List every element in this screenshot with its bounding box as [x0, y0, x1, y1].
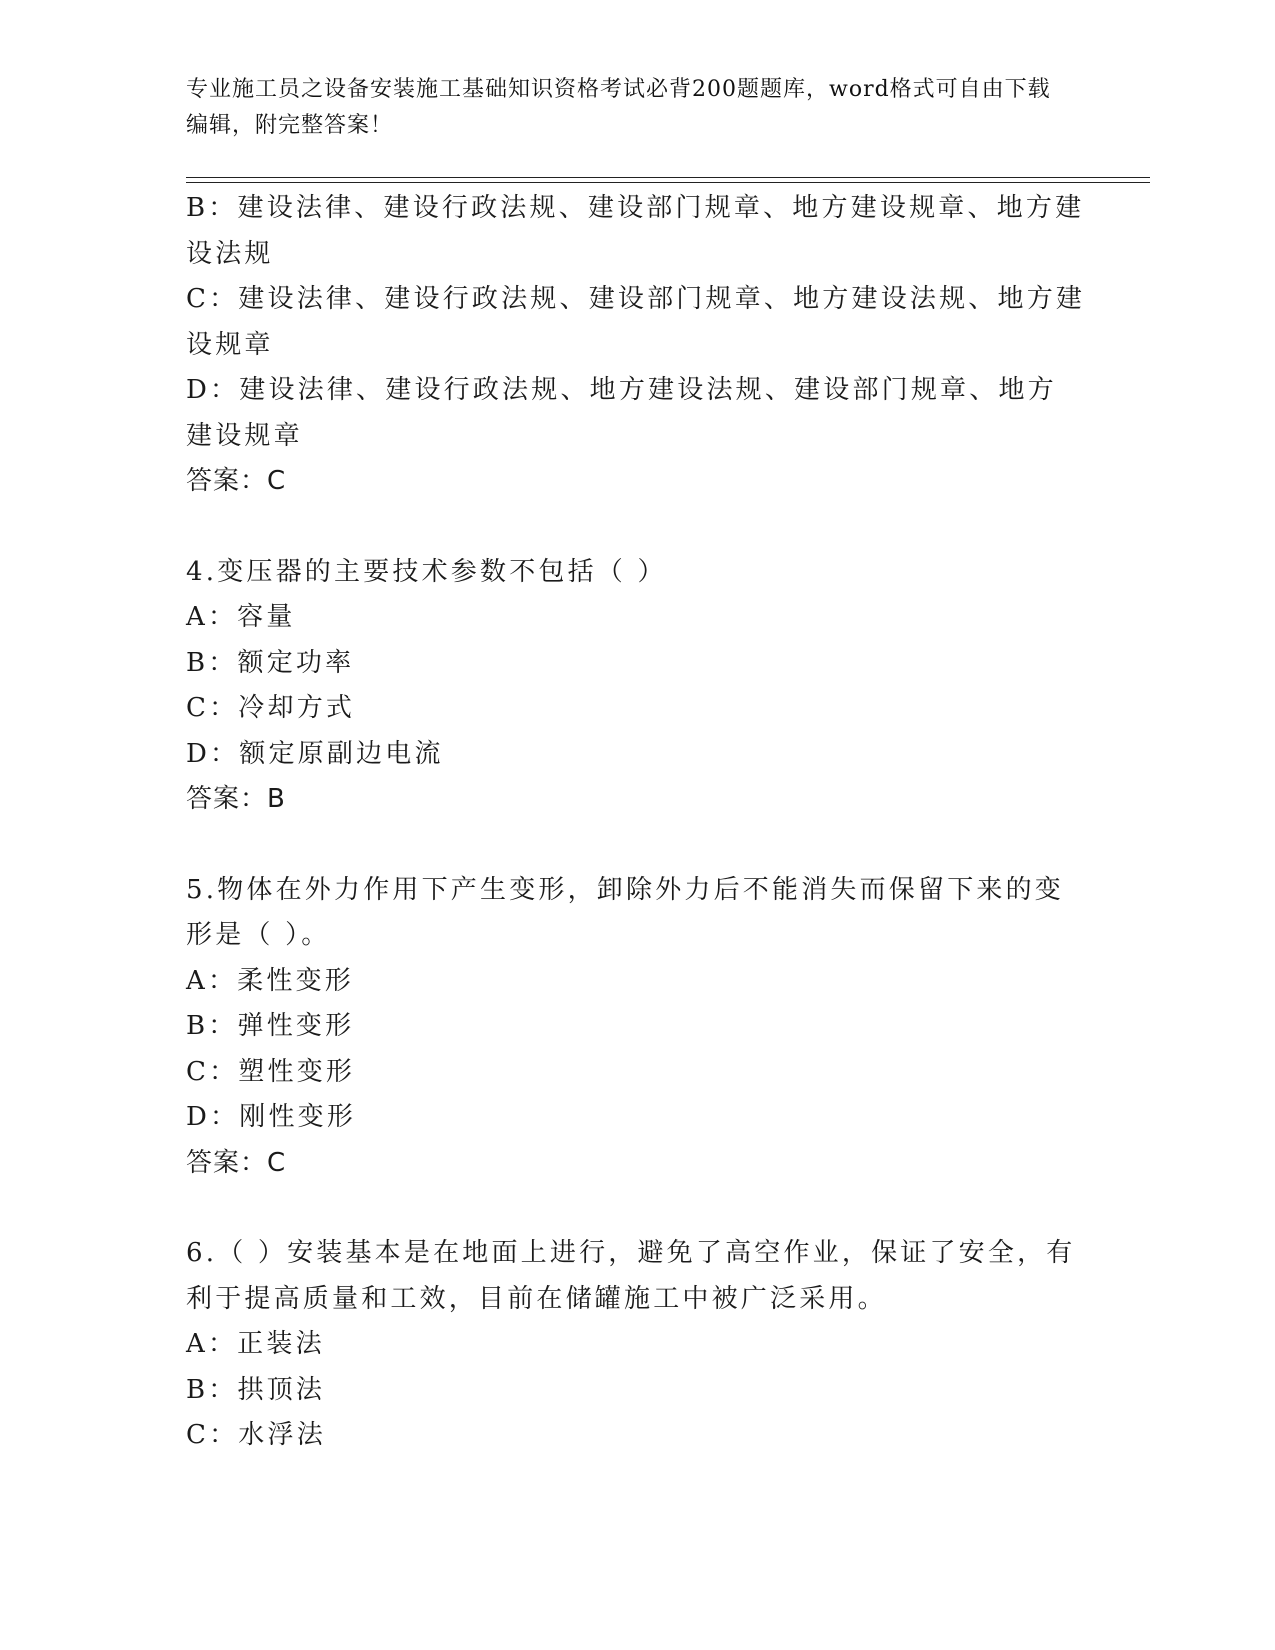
question-4-option-d: D：额定原副边电流 [186, 738, 444, 769]
question-6-option-a: A：正装法 [186, 1329, 325, 1359]
spacer [186, 823, 1086, 868]
question-4-block [186, 550, 1086, 823]
question-5-text: 5.物体在外力作用下产生变形，卸除外力后不能消失而保留下来的变形是（ ）。 [186, 874, 1065, 950]
spacer [186, 505, 1086, 550]
question-3-option-c: C：建设法律、建设行政法规、建设部门规章、地方建设法规、地方建设规章 [186, 284, 1086, 360]
question-5-option-b: B：弹性变形 [186, 1011, 355, 1041]
question-6-option-c: C：水浮法 [186, 1420, 326, 1450]
question-5-option-d: D：刚性变形 [186, 1102, 357, 1132]
question-5-block [186, 868, 1086, 1187]
document-header: 专业施工员之设备安装施工基础知识资格考试必背200题题库，word格式可自由下载编辑，附完整答案！ [186, 77, 1051, 138]
question-4-option-a: A：容量 [186, 602, 296, 632]
header-divider-bottom [186, 182, 1150, 183]
question-6-text: 6.（ ）安装基本是在地面上进行，避免了高空作业，保证了安全，有利于提高质量和工效，目前在储罐施工中被广泛采用。 [186, 1238, 1076, 1314]
question-content [186, 186, 1086, 1459]
question-4-answer: 答案：B [186, 784, 286, 814]
question-6-option-b: B：拱顶法 [186, 1374, 326, 1405]
header-divider-top [186, 177, 1150, 178]
question-5-option-c: C：塑性变形 [186, 1056, 356, 1087]
question-5-option-a: A：柔性变形 [186, 965, 354, 996]
question-4-text: 4.变压器的主要技术参数不包括（ ） [186, 556, 667, 587]
question-4-option-c: C：冷却方式 [186, 693, 356, 723]
question-3-option-b: B：建设法律、建设行政法规、建设部门规章、地方建设规章、地方建设法规 [186, 193, 1085, 269]
question-3-block [186, 186, 1086, 505]
question-3-answer: 答案：C [186, 466, 287, 496]
question-5-answer: 答案：C [186, 1147, 287, 1178]
question-4-option-b: B：额定功率 [186, 647, 355, 678]
question-6-block [186, 1231, 1086, 1459]
question-3-option-d: D：建设法律、建设行政法规、地方建设法规、建设部门规章、地方建设规章 [186, 375, 1057, 451]
spacer [186, 1186, 1086, 1231]
